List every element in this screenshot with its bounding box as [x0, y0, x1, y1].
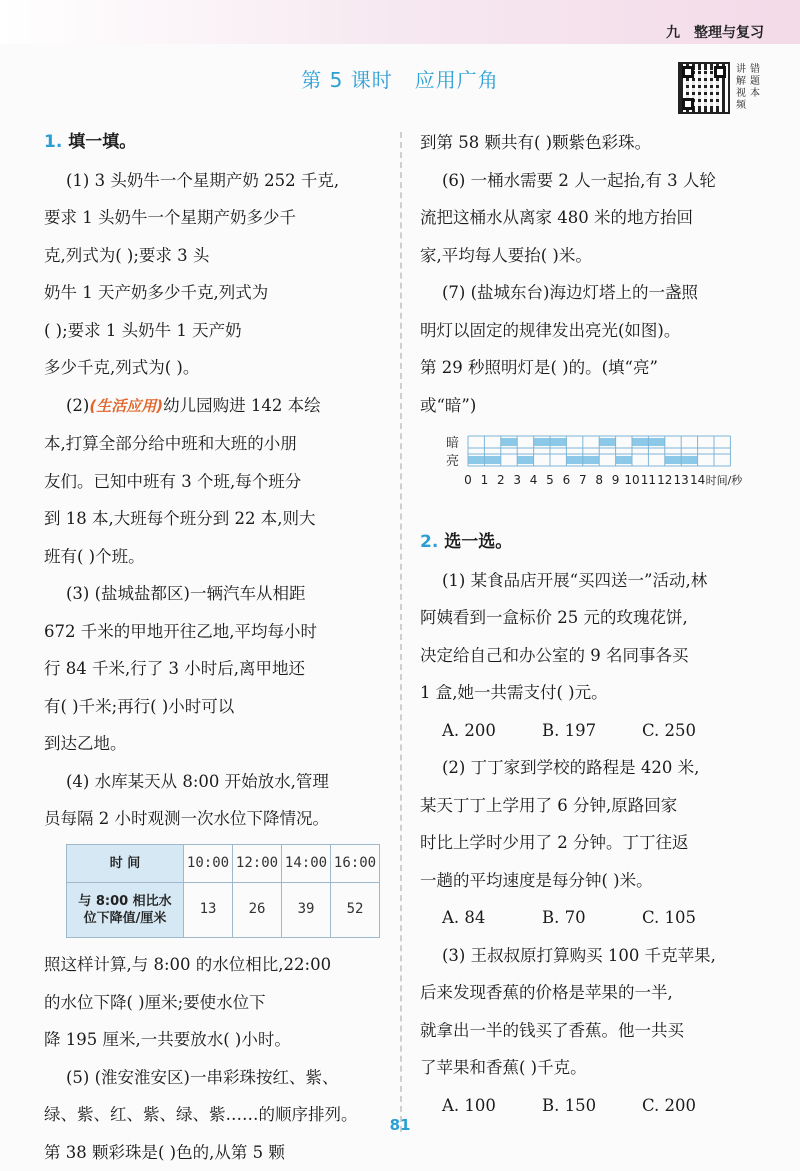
question-1-7: (7) (盐城东台)海边灯塔上的一盏照 明灯以固定的规律发出亮光(如图)。 第 29 秒照明灯是( )的。(填“亮” 或“暗”) 暗 亮 0 1 2 3 4 5 6 7 8 9 10 11 12 13 14 时间/秒 [420, 274, 770, 516]
left-column [44, 124, 390, 1171]
lighthouse-light-chart [444, 428, 770, 516]
dark-bar [550, 438, 566, 446]
chapter-title: 整理与复习 [694, 25, 764, 41]
dark-row-label: 暗 [446, 435, 459, 451]
qr-code-icon[interactable] [678, 62, 730, 114]
tick-label: 0 [464, 473, 472, 487]
tick-label: 7 [579, 473, 587, 487]
page-number: 81 [0, 1116, 800, 1134]
light-bar [681, 456, 697, 464]
option-c[interactable]: C. 250 [642, 712, 742, 750]
section-2-heading: 2. 选一选。 [420, 524, 770, 562]
light-bar [468, 456, 484, 464]
option-a[interactable]: A. 84 [442, 899, 542, 937]
question-1-2: (2)(生活应用)幼儿园购进 142 本绘 本,打算全部分给中班和大班的小朋 友们。已知中班有 3 个班,每个班分 到 18 本,大班每个班分到 22 本,则大 班有( )个班。 [44, 387, 390, 576]
option-c[interactable]: C. 105 [642, 899, 742, 937]
tick-label: 2 [497, 473, 505, 487]
water-level-table: 时 间 10:00 12:00 14:00 16:00 与 8:00 相比水位下降值/厘米 13 26 39 52 [66, 844, 380, 939]
qr-label: 讲 错 解 题 视 本 频 [734, 64, 762, 112]
dark-bar [648, 438, 664, 446]
tick-label: 6 [563, 473, 571, 487]
tick-label: 3 [513, 473, 521, 487]
section-1-heading: 1. 填一填。 [44, 124, 390, 162]
option-b[interactable]: B. 70 [542, 899, 642, 937]
table-header-time: 时 间 [67, 844, 184, 883]
question-2-3: (3) 王叔叔原打算购买 100 千克苹果, 后来发现香蕉的价格是苹果的一半, 就拿出一半的钱买了香蕉。他一共买 了苹果和香蕉( )千克。 A. 100 B. 150 C. 200 [420, 937, 770, 1125]
option-b[interactable]: B. 197 [542, 712, 642, 750]
dark-bar [534, 438, 550, 446]
dark-bar [501, 438, 517, 446]
lesson-number: 第 5 课时 [301, 68, 392, 92]
question-1-3: (3) (盐城盐都区)一辆汽车从相距 672 千米的甲地开往乙地,平均每小时 行 84 千米,行了 3 小时后,离甲地还 有( )千米;再行( )小时可以 到达乙地。 [44, 575, 390, 763]
tick-label: 11 [641, 473, 656, 487]
question-1-5-continued: 到第 58 颗共有( )颗紫色彩珠。 [420, 124, 770, 162]
light-bar [583, 456, 599, 464]
question-1-5: (5) (淮安淮安区)一串彩珠按红、紫、 绿、紫、红、紫、绿、紫……的顺序排列。 第 38 颗彩珠是( )色的,从第 5 颗 [44, 1059, 390, 1171]
tick-label: 14 [690, 473, 705, 487]
column-divider [400, 132, 402, 1132]
light-bar [484, 456, 500, 464]
option-b[interactable]: B. 150 [542, 1087, 642, 1125]
option-a[interactable]: A. 100 [442, 1087, 542, 1125]
tick-label: 13 [674, 473, 689, 487]
question-1-1: (1) 3 头奶牛一个星期产奶 252 千克, 要求 1 头奶牛一个星期产奶多少千 克,列式为( );要求 3 头 奶牛 1 天产奶多少千克,列式为 ( );要求 1 头奶牛 1 天产奶 多少千克,列式为( )。 [44, 162, 390, 387]
tick-label: 5 [546, 473, 554, 487]
tick-label: 1 [481, 473, 489, 487]
tick-label: 9 [612, 473, 620, 487]
question-2-1-options [420, 712, 770, 750]
tick-label: 8 [595, 473, 603, 487]
table-header-drop: 与 8:00 相比水位下降值/厘米 [67, 883, 184, 938]
light-bar [566, 456, 582, 464]
light-pattern-svg [444, 428, 774, 516]
option-a[interactable]: A. 200 [442, 712, 542, 750]
question-2-1: (1) 某食品店开展“买四送一”活动,林 阿姨看到一盒标价 25 元的玫瑰花饼, 决定给自己和办公室的 9 名同事各买 1 盒,她一共需支付( )元。 A. 200 B. 197 C. 250 [420, 562, 770, 750]
right-column [420, 124, 770, 1124]
light-bar [665, 456, 681, 464]
chapter-number: 九 [666, 25, 680, 41]
light-bar [616, 456, 632, 464]
life-application-tag: (生活应用) [89, 397, 163, 415]
tick-label: 10 [624, 473, 639, 487]
light-bar [517, 456, 533, 464]
option-c[interactable]: C. 200 [642, 1087, 742, 1125]
dark-bar [632, 438, 648, 446]
question-1-4: (4) 水库某天从 8:00 开始放水,管理 员每隔 2 小时观测一次水位下降情况。 时 间 10:00 12:00 14:00 16:00 与 8:00 相比水位下降值/厘米 13 26 39 52 照这样计算,与 8:00 的水位相比,22:00 的水位下降( )厘米;要使水位下 降 195 厘米,一共要放水( )小时。 [44, 763, 390, 1059]
axis-unit-label: 时间/秒 [706, 473, 744, 487]
light-row-label: 亮 [446, 454, 459, 469]
chapter-heading [666, 22, 764, 42]
question-1-6: (6) 一桶水需要 2 人一起抬,有 3 人轮 流把这桶水从离家 480 米的地方抬回 家,平均每人要抬( )米。 [420, 162, 770, 275]
question-2-2: (2) 丁丁家到学校的路程是 420 米, 某天丁丁上学用了 6 分钟,原路回家 时比上学时少用了 2 分钟。丁丁往返 一趟的平均速度是每分钟( )米。 A. 84 B. 70 C. 105 [420, 749, 770, 937]
tick-label: 12 [657, 473, 672, 487]
lesson-subtitle: 应用广角 [415, 68, 499, 92]
question-2-2-options [420, 899, 770, 937]
tick-label: 4 [530, 473, 538, 487]
dark-bar [599, 438, 615, 446]
